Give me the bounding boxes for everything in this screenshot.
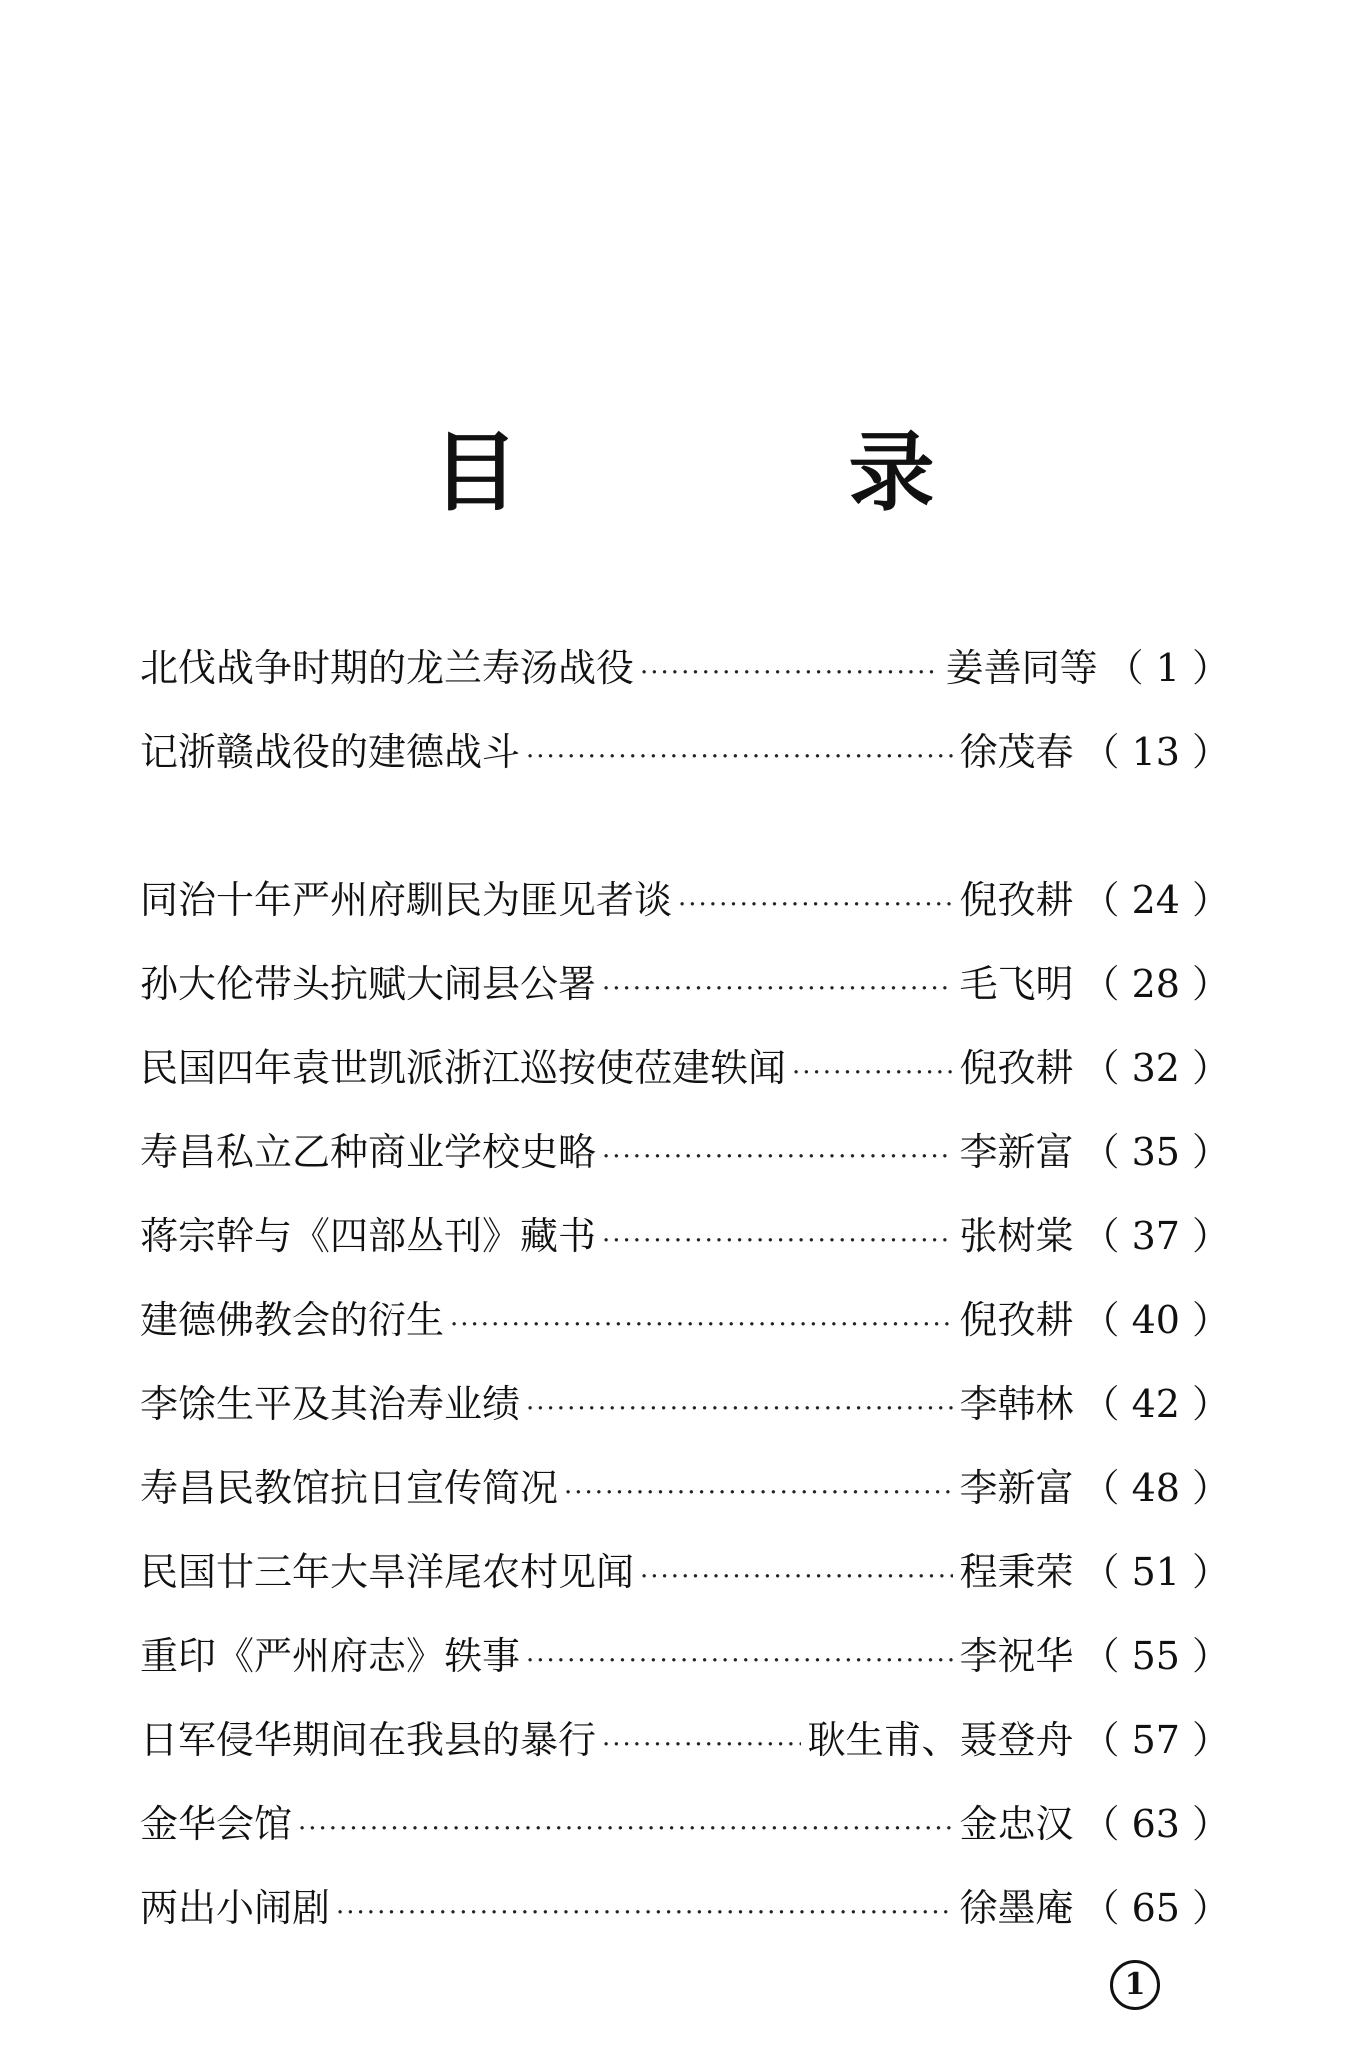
entry-page: （ 55 ） xyxy=(1081,1634,1230,1678)
entry-author: 毛飞明 xyxy=(959,962,1074,1006)
entry-author: 倪孜耕 xyxy=(959,1298,1074,1342)
toc-entry xyxy=(140,1208,1230,1264)
entry-author: 李新富 xyxy=(959,1130,1074,1174)
dot-leader xyxy=(792,1045,953,1101)
entry-author: 李韩林 xyxy=(959,1382,1074,1426)
entry-title: 民国四年袁世凯派浙江巡按使莅建轶闻 xyxy=(140,1046,787,1090)
dot-leader xyxy=(678,877,953,933)
entry-author: 金忠汉 xyxy=(959,1802,1074,1846)
dot-leader xyxy=(336,1885,953,1941)
dot-leader xyxy=(640,645,940,701)
entry-page: （ 65 ） xyxy=(1081,1886,1230,1930)
entry-author: 李祝华 xyxy=(959,1634,1074,1678)
entry-page: （ 35 ） xyxy=(1081,1130,1230,1174)
dot-leader xyxy=(602,1129,953,1185)
toc-entry xyxy=(140,1796,1230,1852)
entry-title: 建德佛教会的衍生 xyxy=(140,1298,445,1342)
entry-author: 徐茂春 xyxy=(959,730,1074,774)
entry-title: 寿昌私立乙种商业学校史略 xyxy=(140,1130,597,1174)
toc-entry xyxy=(140,1628,1230,1684)
entry-author: 程秉荣 xyxy=(959,1550,1074,1594)
toc-entry xyxy=(140,1124,1230,1180)
dot-leader xyxy=(298,1801,953,1857)
entry-title: 两出小闹剧 xyxy=(140,1886,331,1930)
entry-title: 寿昌民教馆抗日宣传简况 xyxy=(140,1466,559,1510)
entry-page: （ 40 ） xyxy=(1081,1298,1230,1342)
dot-leader xyxy=(526,729,953,785)
entry-page: （ 42 ） xyxy=(1081,1382,1230,1426)
entry-title: 民国廿三年大旱洋尾农村见闻 xyxy=(140,1550,635,1594)
toc-entry xyxy=(140,1040,1230,1096)
toc-entry xyxy=(140,1712,1230,1768)
entry-title: 蒋宗幹与《四部丛刊》藏书 xyxy=(140,1214,597,1258)
page-number: 1 xyxy=(1110,1960,1160,2010)
toc-entry xyxy=(140,1544,1230,1600)
toc-entry xyxy=(140,724,1230,780)
toc-entry xyxy=(140,1376,1230,1432)
entry-page: （ 48 ） xyxy=(1081,1466,1230,1510)
entry-title: 孙大伦带头抗赋大闹县公署 xyxy=(140,962,597,1006)
entry-author: 徐墨庵 xyxy=(959,1886,1074,1930)
dot-leader xyxy=(526,1633,953,1689)
dot-leader xyxy=(564,1465,953,1521)
entry-page: （ 1 ） xyxy=(1105,646,1230,690)
entry-title: 记浙赣战役的建德战斗 xyxy=(140,730,521,774)
entry-author: 张树棠 xyxy=(959,1214,1074,1258)
entry-page: （ 28 ） xyxy=(1081,962,1230,1006)
toc-entry xyxy=(140,1460,1230,1516)
entry-author: 倪孜耕 xyxy=(959,1046,1074,1090)
entry-page: （ 37 ） xyxy=(1081,1214,1230,1258)
toc-entry xyxy=(140,872,1230,928)
toc-entry xyxy=(140,956,1230,1012)
entry-page: （ 51 ） xyxy=(1081,1550,1230,1594)
entry-page: （ 57 ） xyxy=(1081,1718,1230,1762)
entry-title: 北伐战争时期的龙兰寿汤战役 xyxy=(140,646,635,690)
dot-leader xyxy=(640,1549,953,1605)
entry-page: （ 32 ） xyxy=(1081,1046,1230,1090)
entry-author: 倪孜耕 xyxy=(959,878,1074,922)
entry-author: 耿生甫、聂登舟 xyxy=(807,1718,1074,1762)
toc-entry xyxy=(140,1292,1230,1348)
entry-author: 姜善同等 xyxy=(945,646,1098,690)
entry-title: 重印《严州府志》轶事 xyxy=(140,1634,521,1678)
entry-title: 金华会馆 xyxy=(140,1802,293,1846)
entry-page: （ 63 ） xyxy=(1081,1802,1230,1846)
entry-title: 李馀生平及其治寿业绩 xyxy=(140,1382,521,1426)
page-title: 目 录 xyxy=(432,422,1085,523)
toc-entry xyxy=(140,640,1230,696)
dot-leader xyxy=(526,1381,953,1437)
entry-page: （ 24 ） xyxy=(1081,878,1230,922)
entry-page: （ 13 ） xyxy=(1081,730,1230,774)
dot-leader xyxy=(450,1297,953,1353)
dot-leader xyxy=(602,1717,801,1773)
dot-leader xyxy=(602,1213,953,1269)
toc-entry xyxy=(140,1880,1230,1936)
dot-leader xyxy=(602,961,953,1017)
entry-title: 同治十年严州府馴民为匪见者谈 xyxy=(140,878,673,922)
entry-title: 日军侵华期间在我县的暴行 xyxy=(140,1718,597,1762)
entry-author: 李新富 xyxy=(959,1466,1074,1510)
